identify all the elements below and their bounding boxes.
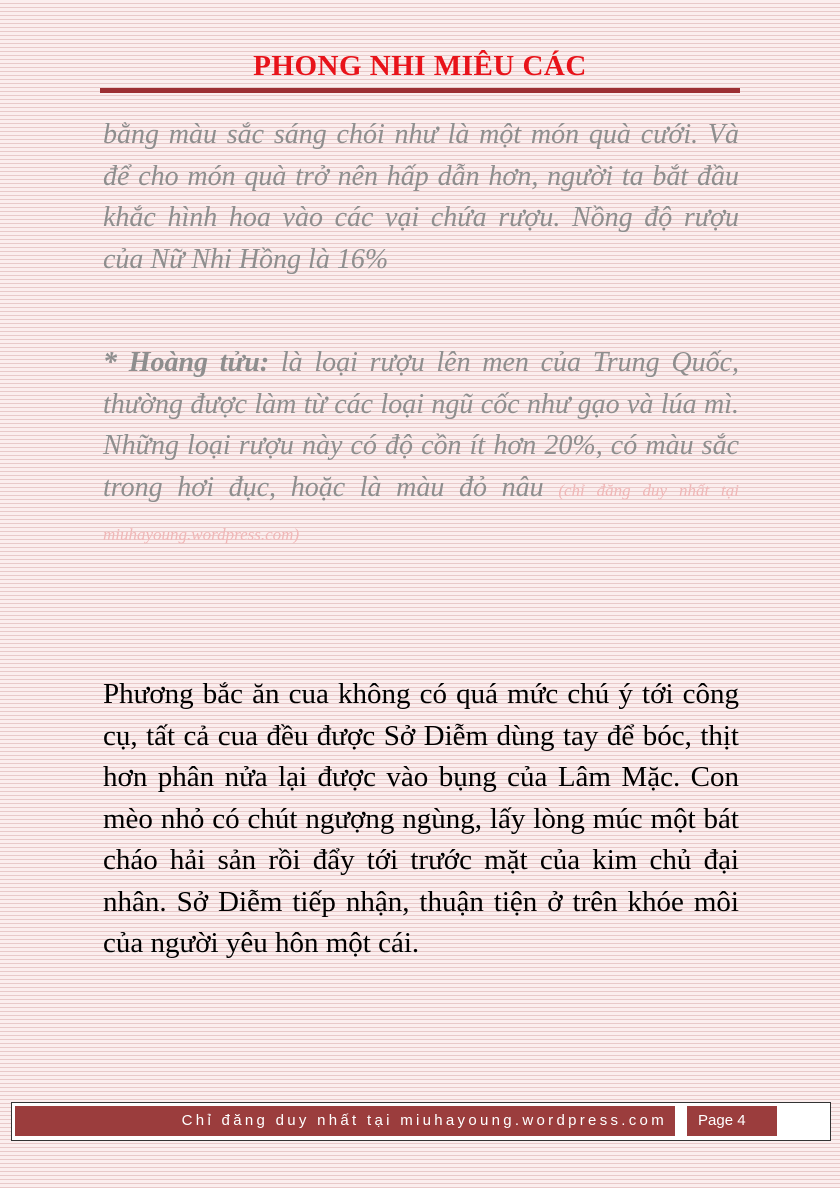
page-header-title: PHONG NHI MIÊU CÁC xyxy=(253,50,587,82)
footer-page-number xyxy=(687,1106,777,1136)
body-paragraph-1 xyxy=(103,674,739,965)
header-divider xyxy=(100,88,740,93)
inline-watermark: (chỉ đăng duy nhất tại miuhayoung.wordpress.com) xyxy=(103,480,739,544)
glossary-term-hoang-tuu: * Hoàng tửu: xyxy=(103,347,270,378)
page-footer xyxy=(11,1102,831,1141)
page-number-label: Page 4 xyxy=(698,1112,746,1129)
quote-paragraph-2 xyxy=(103,342,739,556)
footer-site-banner xyxy=(15,1106,675,1136)
body-paragraph-1-text: Phương bắc ăn cua không có quá mức chú ý tới công cụ, tất cả cua đều được Sở Diễm dùng tay để bóc, thịt hơn phân nửa lại được vào bụng của Lâm Mặc. Con mèo nhỏ có chút ngượng ngùng, lấy lòng múc một bát cháo hải sản rồi đẩy tới trước mặt của kim chủ đại nhân. Sở Diễm tiếp nhận, thuận tiện ở trên khóe môi của người yêu hôn một cái. xyxy=(103,678,739,959)
footer-site-text: Chỉ đăng duy nhất tại miuhayoung.wordpress.com xyxy=(181,1112,667,1129)
glossary-definition-text: là loại rượu lên men của Trung Quốc, thường được làm từ các loại ngũ cốc như gạo và lúa mì. Những loại rượu này có độ cồn ít hơn 20%, có màu sắc trong hơi đục, hoặc là màu đỏ nâu xyxy=(103,347,739,503)
quote-paragraph-1-text: bằng màu sắc sáng chói như là một món quà cưới. Và để cho món quà trở nên hấp dẫn hơn, người ta bắt đầu khắc hình hoa vào các vại chứa rượu. Nồng độ rượu của Nữ Nhi Hồng là 16% xyxy=(103,119,739,275)
quote-paragraph-1 xyxy=(103,114,739,280)
